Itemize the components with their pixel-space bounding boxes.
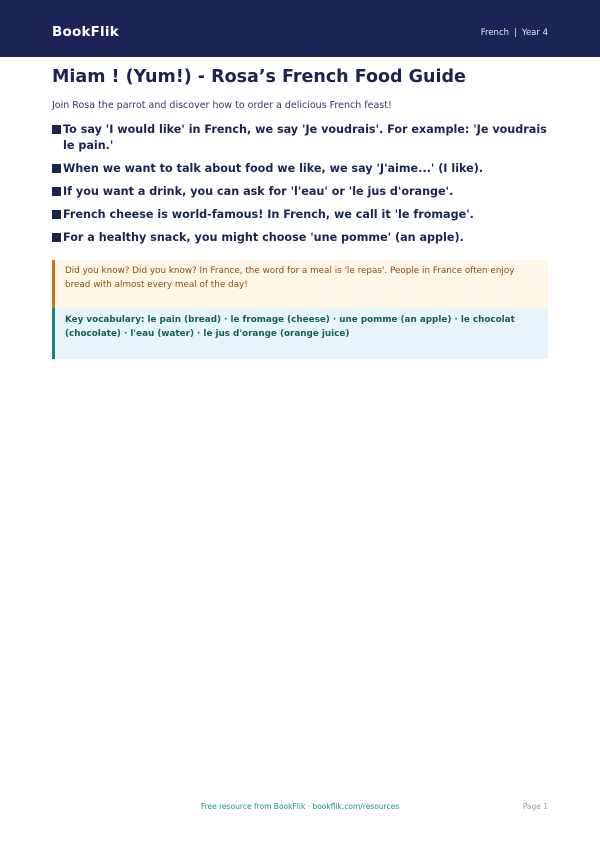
fact-item xyxy=(52,230,552,246)
fact-text: French cheese is world-famous! In French, we call it 'le fromage'. xyxy=(63,208,474,221)
fact-text: If you want a drink, you can ask for 'l'eau' or 'le jus d'orange'. xyxy=(63,185,454,198)
page-number: Page 1 xyxy=(522,802,548,811)
footer-resource-link[interactable]: Free resource from BookFlik · bookflik.com/resources xyxy=(200,802,400,811)
fact-item xyxy=(52,122,552,154)
bullet-square-icon xyxy=(52,233,61,242)
page-title: Miam ! (Yum!) - Rosa’s French Food Guide xyxy=(52,67,466,87)
subject-grade-meta xyxy=(481,27,548,39)
bullet-square-icon xyxy=(52,164,61,173)
fact-text: For a healthy snack, you might choose 'une pomme' (an apple). xyxy=(63,231,464,244)
subject-label: French xyxy=(480,28,510,38)
fact-list xyxy=(52,122,552,253)
bullet-square-icon xyxy=(52,125,61,134)
key-vocabulary-callout: Key vocabulary: le pain (bread) · le fromage (cheese) · une pomme (an apple) · le chocolat (chocolate) · l'eau (water) · le jus d'orange (orange juice) xyxy=(52,308,548,359)
fact-item xyxy=(52,207,552,223)
meta-separator: | xyxy=(514,28,517,38)
page-header xyxy=(0,0,600,57)
bullet-square-icon xyxy=(52,187,61,196)
fact-item xyxy=(52,161,552,177)
fact-item xyxy=(52,184,552,200)
grade-label: Year 4 xyxy=(521,28,548,38)
fact-text: When we want to talk about food we like, we say 'J'aime...' (I like). xyxy=(63,162,484,175)
bullet-square-icon xyxy=(52,210,61,219)
did-you-know-callout: Did you know? Did you know? In France, the word for a meal is 'le repas'. People in France often enjoy bread with almost every meal of the day! xyxy=(52,260,548,308)
fact-text: To say 'I would like' in French, we say 'Je voudrais'. For example: 'Je voudrais le pain.' xyxy=(63,123,547,152)
intro-text: Join Rosa the parrot and discover how to order a delicious French feast! xyxy=(52,100,392,111)
brand-logo-text[interactable]: BookFlik xyxy=(52,24,119,40)
